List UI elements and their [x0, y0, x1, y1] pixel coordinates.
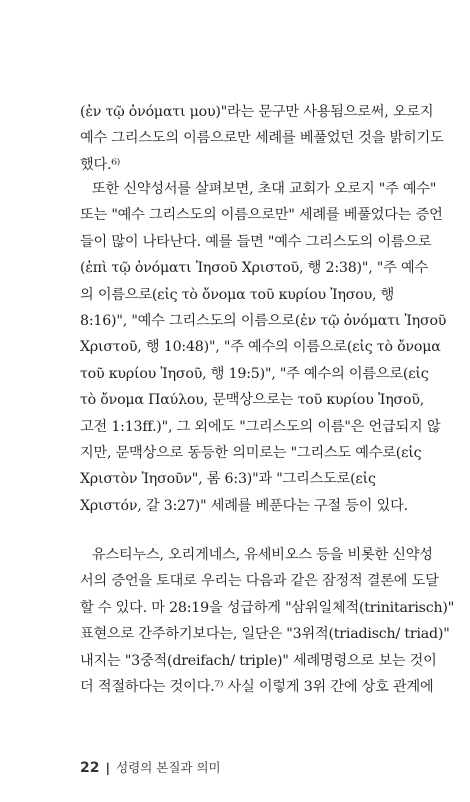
text-line: 의 이름으로(εἰς τὸ ὄνομα τοῦ κυρίου Ἰησου, 행	[80, 286, 395, 303]
text-line: 했다.⁶⁾	[80, 156, 121, 173]
text-line: 고전 1:13ff.)", 그 외에도 "그리스도의 이름"은 언급되지 않	[80, 418, 441, 435]
text-line: 또한 신약성서를 살펴보면, 초대 교회가 오로지 "주 예수"	[92, 181, 437, 197]
text-line: 표현으로 간주하기보다는, 일단은 "3위적(triadisch/ triad)"	[80, 626, 450, 643]
text-line: (ἐπὶ τῷ ὀνόματι Ἰησοῦ Χριστοῦ, 행 2:38)", "주 예수	[80, 260, 428, 277]
text-line: 또는 "예수 그리스도의 이름으로만" 세례를 베풀었다는 증언	[80, 207, 443, 224]
text-line: τὸ ὄνομα Παύλου, 문맥상으로는 τοῦ κυρίου Ἰησοῦ,	[80, 392, 425, 409]
paragraph-1	[80, 99, 444, 178]
text-line: 지만, 문맥상으로 동등한 의미로는 "그리스도 예수로(εἰς	[80, 445, 422, 462]
book-title: 성령의 본질과 의미	[116, 760, 221, 775]
text-line: Χριστόν, 갈 3:27)" 세례를 베푼다는 구절 등이 있다.	[80, 497, 408, 514]
page-number: 22	[80, 760, 100, 776]
text-line: 유스티누스, 오리게네스, 유세비오스 등을 비롯한 신약성	[92, 547, 433, 563]
text-line: Χριστὸν Ἰησοῦν", 롬 6:3)"과 "그리스도로(εἰς	[80, 471, 376, 488]
page-footer	[80, 758, 221, 776]
text-line: 들이 많이 나타난다. 예를 들면 "예수 그리스도의 이름으로	[80, 233, 432, 250]
text-line: 더 적절하다는 것이다.⁷⁾ 사실 이렇게 3위 간에 상호 관계에	[80, 679, 434, 696]
text-line: 서의 증언을 토대로 우리는 다음과 같은 잠정적 결론에 도달	[80, 573, 439, 590]
text-line: 할 수 있다. 마 28:19을 성급하게 "삼위일체적(trinitarisch)"	[80, 599, 455, 616]
text-line: 8:16)", "예수 그리스도의 이름으로(ἐν τῷ ὀνόματι Ἰησοῦ	[80, 313, 447, 330]
text-line: (ἐν τῷ ὀνόματι μου)"라는 문구만 사용됨으로써, 오로지	[80, 104, 434, 120]
paragraph-2	[80, 176, 447, 519]
paragraph-3	[80, 542, 455, 700]
text-line: Χριστοῦ, 행 10:48)", "주 예수의 이름으로(εἰς τὸ ὄνομα	[80, 339, 441, 356]
text-line: τοῦ κυρίου Ἰησοῦ, 행 19:5)", "주 예수의 이름으로(εἰς	[80, 365, 429, 382]
text-line: 예수 그리스도의 이름으로만 세례를 베풀었던 것을 밝히기도	[80, 130, 444, 147]
footer-separator: |	[105, 760, 111, 775]
text-line: 내지는 "3중적(dreifach/ triple)" 세례명령으로 보는 것이	[80, 652, 437, 669]
